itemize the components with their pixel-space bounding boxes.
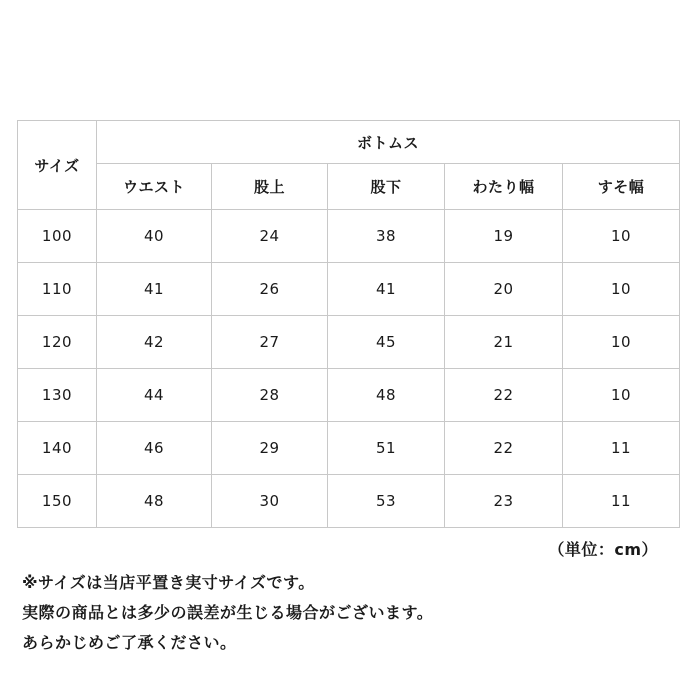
table-cell: 23 bbox=[445, 475, 563, 528]
table-cell: 19 bbox=[445, 210, 563, 263]
table-row bbox=[18, 475, 680, 528]
table-cell: 51 bbox=[328, 422, 445, 475]
size-cell: 140 bbox=[18, 422, 97, 475]
size-cell: 120 bbox=[18, 316, 97, 369]
table-cell: 26 bbox=[212, 263, 328, 316]
table-cell: 20 bbox=[445, 263, 563, 316]
table-cell: 53 bbox=[328, 475, 445, 528]
table-cell: 11 bbox=[563, 475, 680, 528]
table-cell: 10 bbox=[563, 316, 680, 369]
table-cell: 11 bbox=[563, 422, 680, 475]
bottoms-group-header: ボトムス bbox=[97, 121, 680, 164]
size-cell: 150 bbox=[18, 475, 97, 528]
table-cell: 22 bbox=[445, 422, 563, 475]
note-line: 実際の商品とは多少の誤差が生じる場合がございます。 bbox=[22, 603, 434, 622]
column-header-hem-width: すそ幅 bbox=[563, 164, 680, 210]
column-header-waist: ウエスト bbox=[97, 164, 212, 210]
table-cell: 38 bbox=[328, 210, 445, 263]
header-row-group bbox=[18, 121, 680, 164]
table-cell: 10 bbox=[563, 369, 680, 422]
table-cell: 48 bbox=[97, 475, 212, 528]
table-cell: 30 bbox=[212, 475, 328, 528]
table-cell: 24 bbox=[212, 210, 328, 263]
table-cell: 48 bbox=[328, 369, 445, 422]
table-cell: 10 bbox=[563, 210, 680, 263]
table-cell: 44 bbox=[97, 369, 212, 422]
size-cell: 100 bbox=[18, 210, 97, 263]
table-cell: 40 bbox=[97, 210, 212, 263]
table-cell: 21 bbox=[445, 316, 563, 369]
table-cell: 41 bbox=[328, 263, 445, 316]
size-cell: 110 bbox=[18, 263, 97, 316]
unit-note: （単位：cm） bbox=[548, 540, 658, 559]
table-row bbox=[18, 422, 680, 475]
table-row bbox=[18, 263, 680, 316]
table-row bbox=[18, 210, 680, 263]
table-cell: 41 bbox=[97, 263, 212, 316]
size-chart-table bbox=[17, 120, 680, 528]
size-notes bbox=[22, 568, 433, 658]
column-header-inseam: 股下 bbox=[328, 164, 445, 210]
table-cell: 27 bbox=[212, 316, 328, 369]
note-line: ※サイズは当店平置き実寸サイズです。 bbox=[22, 573, 315, 592]
table-cell: 29 bbox=[212, 422, 328, 475]
header-row-columns bbox=[18, 164, 680, 210]
note-line: あらかじめご了承ください。 bbox=[22, 633, 237, 652]
table-cell: 22 bbox=[445, 369, 563, 422]
table-cell: 42 bbox=[97, 316, 212, 369]
table-cell: 28 bbox=[212, 369, 328, 422]
size-cell: 130 bbox=[18, 369, 97, 422]
table-cell: 10 bbox=[563, 263, 680, 316]
table-row bbox=[18, 316, 680, 369]
table-cell: 46 bbox=[97, 422, 212, 475]
table-cell: 45 bbox=[328, 316, 445, 369]
size-column-header: サイズ bbox=[18, 121, 97, 210]
table-row bbox=[18, 369, 680, 422]
column-header-thigh-width: わたり幅 bbox=[445, 164, 563, 210]
column-header-rise: 股上 bbox=[212, 164, 328, 210]
